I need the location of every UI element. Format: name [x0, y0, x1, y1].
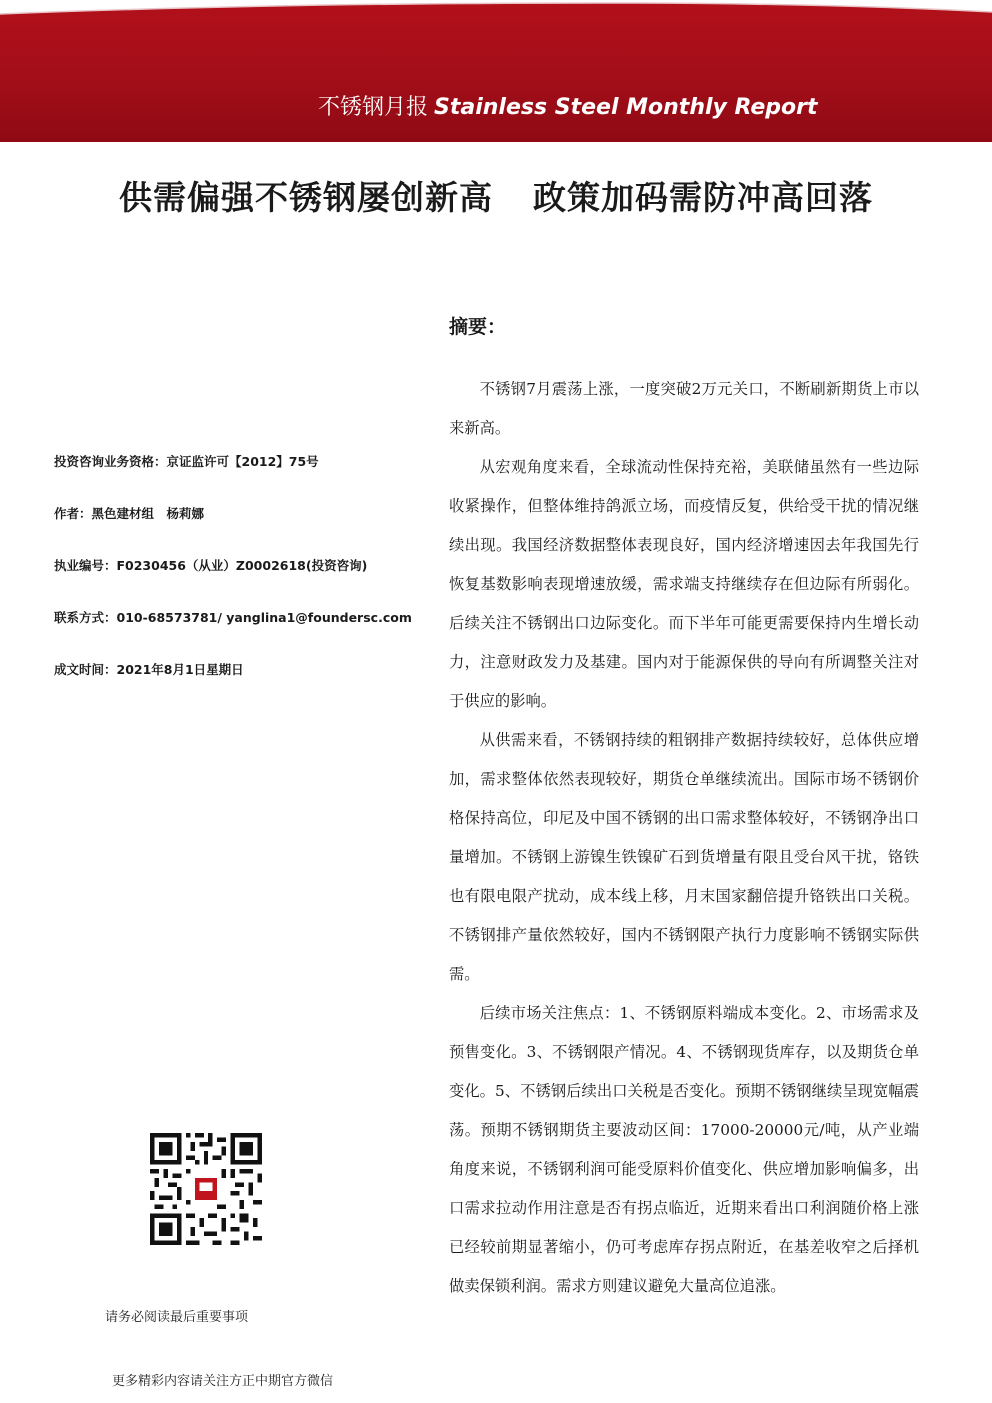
- banner-title: [318, 90, 818, 121]
- wechat-follow-note: 更多精彩内容请关注方正中期官方微信: [112, 1374, 334, 1389]
- summary-paragraph: 后续市场关注焦点：1、不锈钢原料端成本变化。2、市场需求及预售变化。3、不锈钢限产情况。4、不锈钢现货库存，以及期货仓单变化。5、不锈钢后续出口关税是否变化。预期不锈钢继续呈现宽幅震荡。预期不锈钢期货主要波动区间：17000-20000元/吨，从产业端角度来说，不锈钢利润可能受原料价值变化、供应增加影响偏多，出口需求拉动作用注意是否有拐点临近，近期来看出口利润随价格上涨已经较前期显著缩小，仍可考虑库存拐点附近，在基差收窄之后择机做卖保锁利润。需求方则建议避免大量高位追涨。: [449, 1004, 919, 1295]
- meta-author: 作者：黑色建材组 杨莉娜: [54, 506, 205, 521]
- banner-title-cn: 不锈钢月报: [318, 95, 429, 120]
- report-meta: [54, 452, 414, 712]
- report-banner: [0, 0, 992, 142]
- meta-contact[interactable]: 联系方式：010-68573781/ yanglina1@foundersc.com: [54, 610, 412, 625]
- summary-body: [449, 370, 919, 1306]
- report-headline: [0, 172, 992, 219]
- summary-heading: 摘要：: [449, 316, 507, 338]
- meta-license: 执业编号：F0230456（从业）Z0002618(投资咨询): [54, 558, 368, 573]
- summary-paragraph: 从供需来看，不锈钢持续的粗钢排产数据持续较好，总体供应增加，需求整体依然表现较好，期货仓单继续流出。国际市场不锈钢价格保持高位，印尼及中国不锈钢的出口需求整体较好，不锈钢净出口量增加。不锈钢上游镍生铁镍矿石到货增量有限且受台风干扰，铬铁也有限电限产扰动，成本线上移，月末国家翻倍提升铬铁出口关税。不锈钢排产量依然较好，国内不锈钢限产执行力度影响不锈钢实际供需。: [449, 731, 919, 983]
- banner-title-en: Stainless Steel Monthly Report: [434, 95, 818, 120]
- headline-part-1: 供需偏强不锈钢屡创新高: [119, 178, 493, 217]
- summary-paragraph: 从宏观角度来看，全球流动性保持充裕，美联储虽然有一些边际收紧操作，但整体维持鸽派立场，而疫情反复，供给受干扰的情况继续出现。我国经济数据整体表现良好，国内经济增速因去年我国先行恢复基数影响表现增速放缓，需求端支持继续存在但边际有所弱化。后续关注不锈钢出口边际变化。而下半年可能更需要保持内生增长动力，注意财政发力及基建。国内对于能源保供的导向有所调整关注对于供应的影响。: [449, 458, 919, 710]
- wechat-qr-code[interactable]: [150, 1133, 262, 1245]
- meta-date: 成文时间：2021年8月1日星期日: [54, 662, 244, 677]
- headline-part-2: 政策加码需防冲高回落: [533, 178, 873, 217]
- disclaimer-note: 请务必阅读最后重要事项: [105, 1310, 249, 1325]
- summary-paragraph: 不锈钢7月震荡上涨，一度突破2万元关口，不断刷新期货上市以来新高。: [449, 380, 919, 437]
- meta-qualification: 投资咨询业务资格：京证监许可【2012】75号: [54, 454, 319, 469]
